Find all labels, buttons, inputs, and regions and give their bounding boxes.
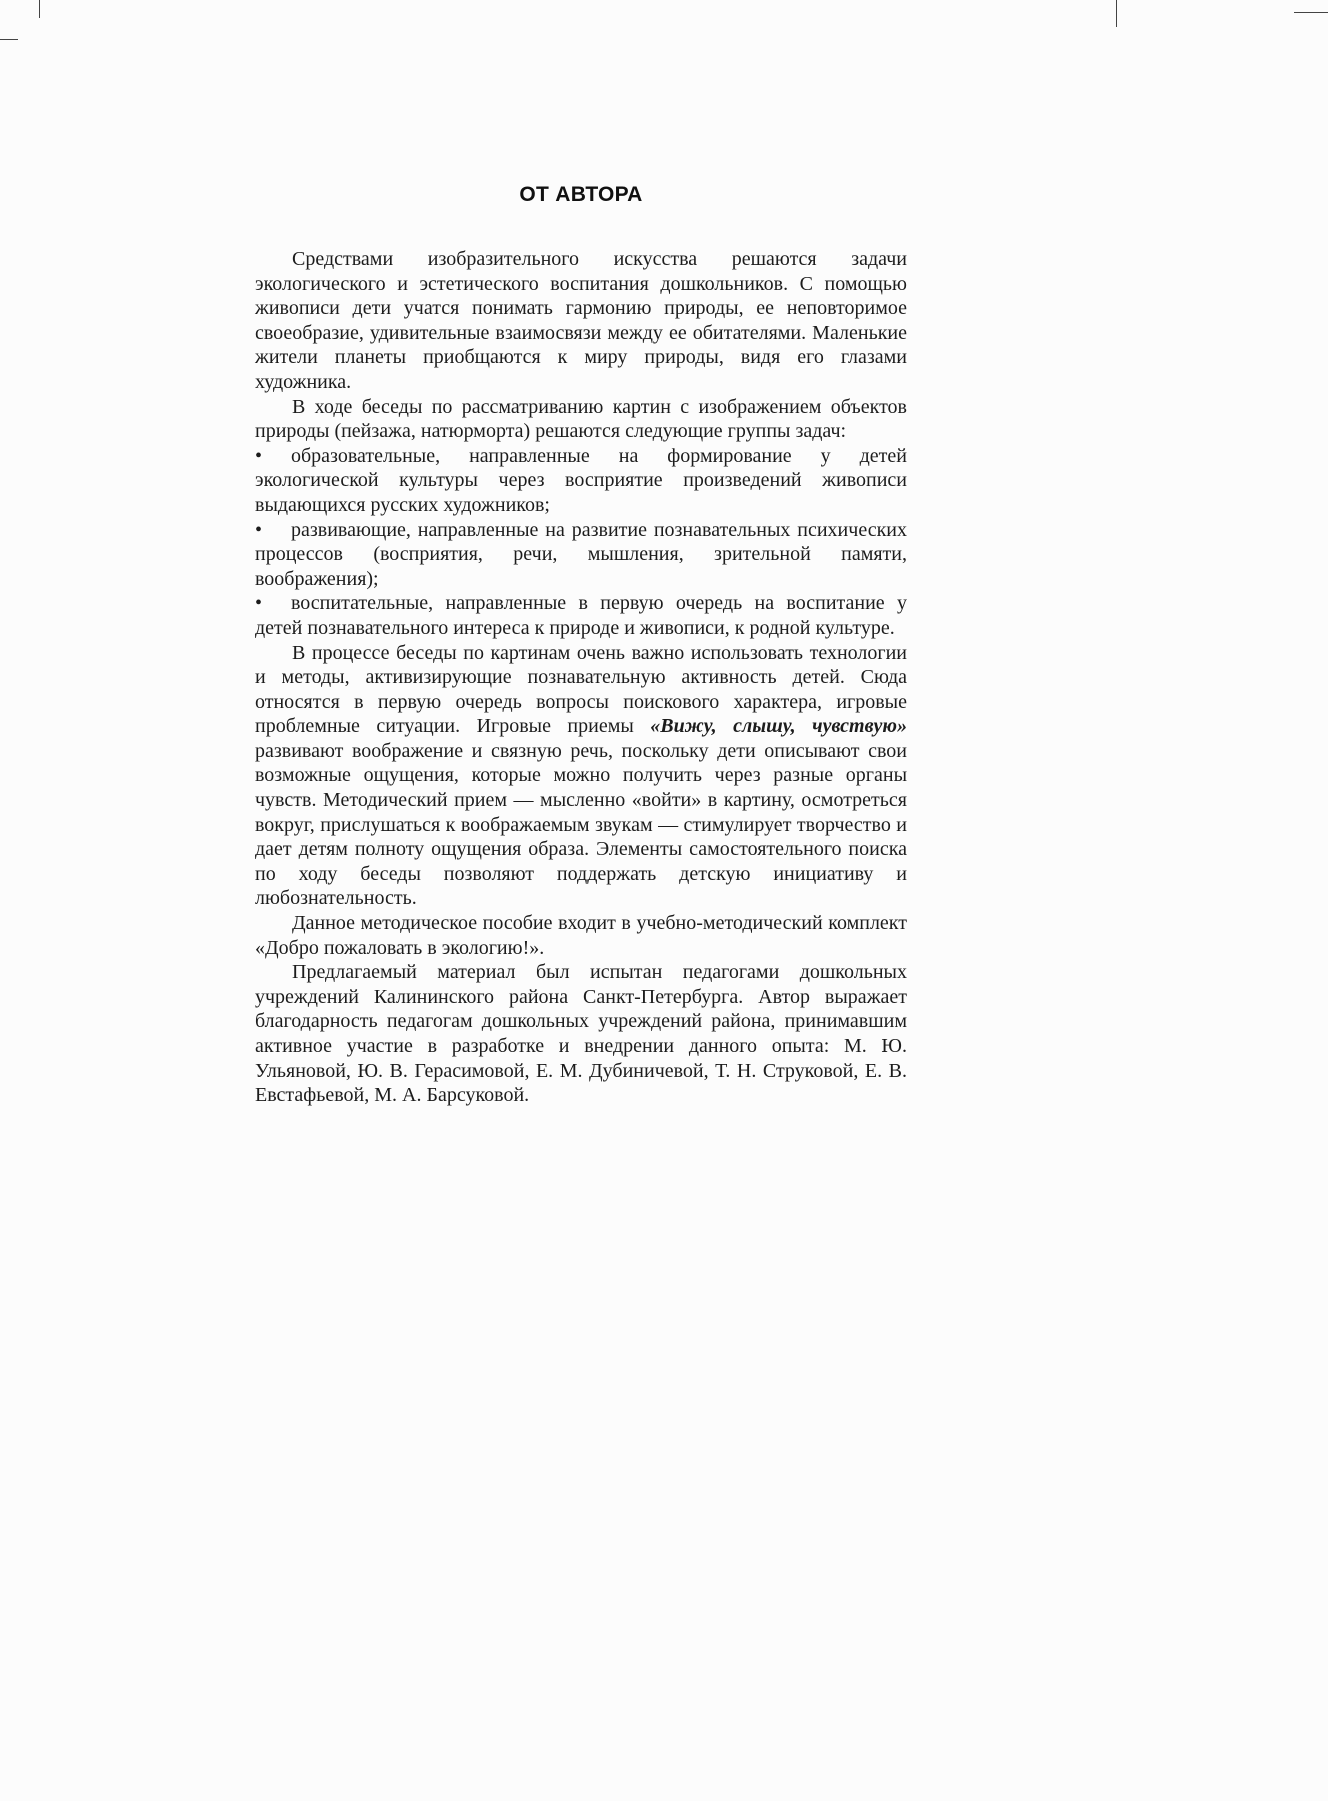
crop-mark-top-right-vertical: [1116, 0, 1117, 27]
bullet-text: развивающие, направленные на развитие познавательных психических процессов (восприятия, речи, мышления, зрительной памяти, воображения);: [255, 518, 907, 590]
paragraph-tasks-lead: В ходе беседы по рассматриванию картин с изображением объектов природы (пейзажа, натюрморта) решаются следующие группы задач:: [255, 395, 907, 443]
bullet-item-upbringing: [255, 591, 907, 640]
paragraph-kit: Данное методическое пособие входит в учебно-методический комплект «Добро пожаловать в экологию!».: [255, 912, 907, 959]
paragraph-intro: Средствами изобразительного искусства решаются задачи экологического и эстетического воспитания дошкольников. С помощью живописи дети учатся понимать гармонию природы, ее неповторимое своеобразие, удивительные взаимосвязи между ее обитателями. Маленькие жители планеты приобщаются к миру природы, видя его глазами художника.: [255, 248, 907, 393]
crop-mark-top-right-horizontal: [1294, 12, 1328, 13]
bullet-text: образовательные, направленные на формирование у детей экологической культуры через восприятие произведений живописи выдающихся русских художников;: [255, 444, 907, 516]
methods-text-before: В процессе беседы по картинам очень важно использовать технологии и методы, активизирующие познавательную активность детей. Сюда относятся в первую очередь вопросы поискового характера, игровые проблемные ситуации. Игровые приемы: [255, 641, 907, 738]
bullet-marker: •: [255, 518, 263, 541]
bullet-marker: •: [255, 444, 263, 467]
bullet-item-educational: [255, 444, 907, 518]
crop-mark-top-left-vertical: [39, 0, 40, 18]
page-title: ОТ АВТОРА: [519, 183, 643, 206]
bullet-text: воспитательные, направленные в первую очередь на воспитание у детей познавательного интереса к природе и живописи, к родной культуре.: [255, 592, 907, 639]
crop-mark-top-left-horizontal: [0, 39, 18, 40]
paragraph-acknowledgements: Предлагаемый материал был испытан педагогами дошкольных учреждений Калининского района Санкт-Петербурга. Автор выражает благодарность педагогам дошкольных учреждений района, принимавшим активное участие в разработке и внедрении данного опыта: М. Ю. Ульяновой, Ю. В. Герасимовой, Е. М. Дубиничевой, Т. Н. Струковой, Е. В. Евстафьевой, М. А. Барсуковой.: [255, 961, 907, 1107]
text-block: [255, 184, 907, 1108]
emphasis-phrase: «Вижу, слышу, чувствую»: [650, 715, 907, 738]
paragraph-methods: [255, 641, 907, 912]
bullet-marker: •: [255, 592, 263, 615]
body-text: [255, 247, 907, 1108]
methods-text-after: развивают воображение и связную речь, поскольку дети описывают свои возможные ощущения, которые можно получить через разные органы чувств. Методический прием — мысленно «войти» в картину, осмотреться вокруг, прислушаться к воображаемым звукам — стимулирует творчество и дает детям полноту ощущения образа. Элементы самостоятельного поиска по ходу беседы позволяют поддержать детскую инициативу и любознательность.: [255, 739, 907, 910]
bullet-item-developmental: [255, 518, 907, 592]
